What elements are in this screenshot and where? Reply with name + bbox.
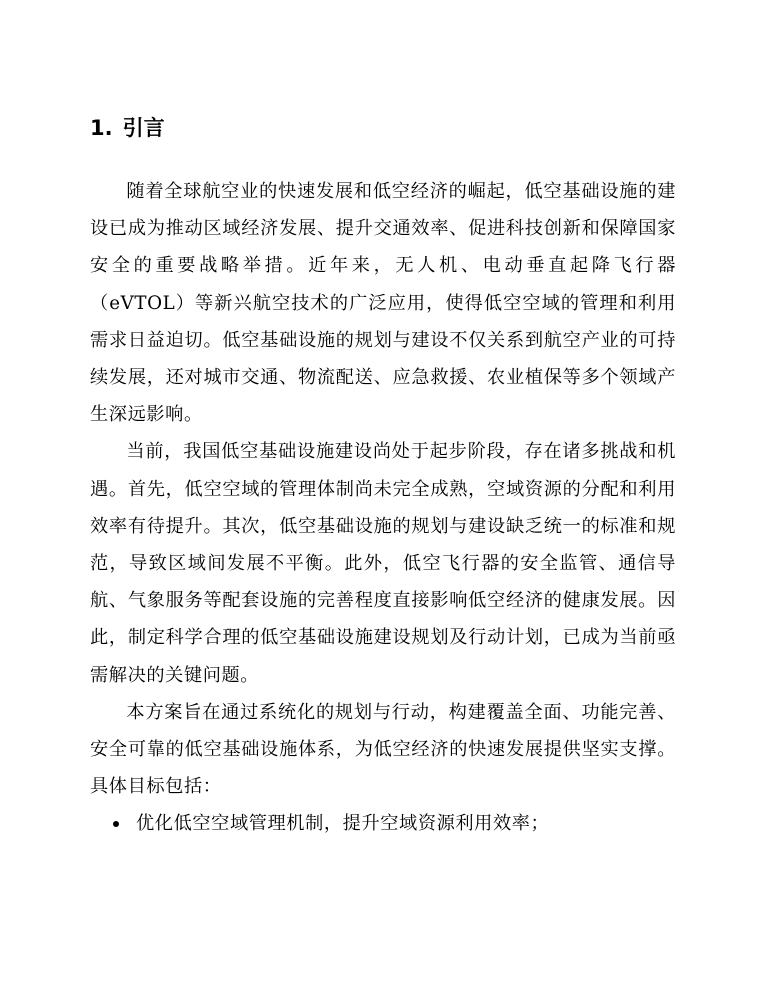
list-item: [90, 805, 676, 842]
list-item-text: 优化低空空域管理机制，提升空域资源利用效率；: [136, 813, 550, 835]
section-heading: [90, 113, 165, 143]
paragraph: 随着全球航空业的快速发展和低空经济的崛起，低空基础设施的建设已成为推动区域经济发展、提升交通效率、促进科技创新和保障国家安全的重要战略举措。近年来，无人机、电动垂直起降飞行器（eVTOL）等新兴航空技术的广泛应用，使得低空空域的管理和利用需求日益迫切。低空基础设施的规划与建设不仅关系到航空产业的可持续发展，还对城市交通、物流配送、应急救援、农业植保等多个领域产生深远影响。: [90, 181, 676, 426]
section-title: 引言: [122, 116, 165, 140]
body-text: [90, 173, 676, 843]
paragraph: 本方案旨在通过系统化的规划与行动，构建覆盖全面、功能完善、安全可靠的低空基础设施体系，为低空经济的快速发展提供坚实支撑。具体目标包括：: [90, 701, 676, 798]
section-number: 1.: [90, 116, 113, 140]
bullet-dot-icon: [113, 821, 119, 827]
paragraph: 当前，我国低空基础设施建设尚处于起步阶段，存在诸多挑战和机遇。首先，低空空域的管理体制尚未完全成熟，空域资源的分配和利用效率有待提升。其次，低空基础设施的规划与建设缺乏统一的标准和规范，导致区域间发展不平衡。此外，低空飞行器的安全监管、通信导航、气象服务等配套设施的完善程度直接影响低空经济的健康发展。因此，制定科学合理的低空基础设施建设规划及行动计划，已成为当前亟需解决的关键问题。: [90, 441, 676, 686]
goal-list: [90, 805, 676, 842]
